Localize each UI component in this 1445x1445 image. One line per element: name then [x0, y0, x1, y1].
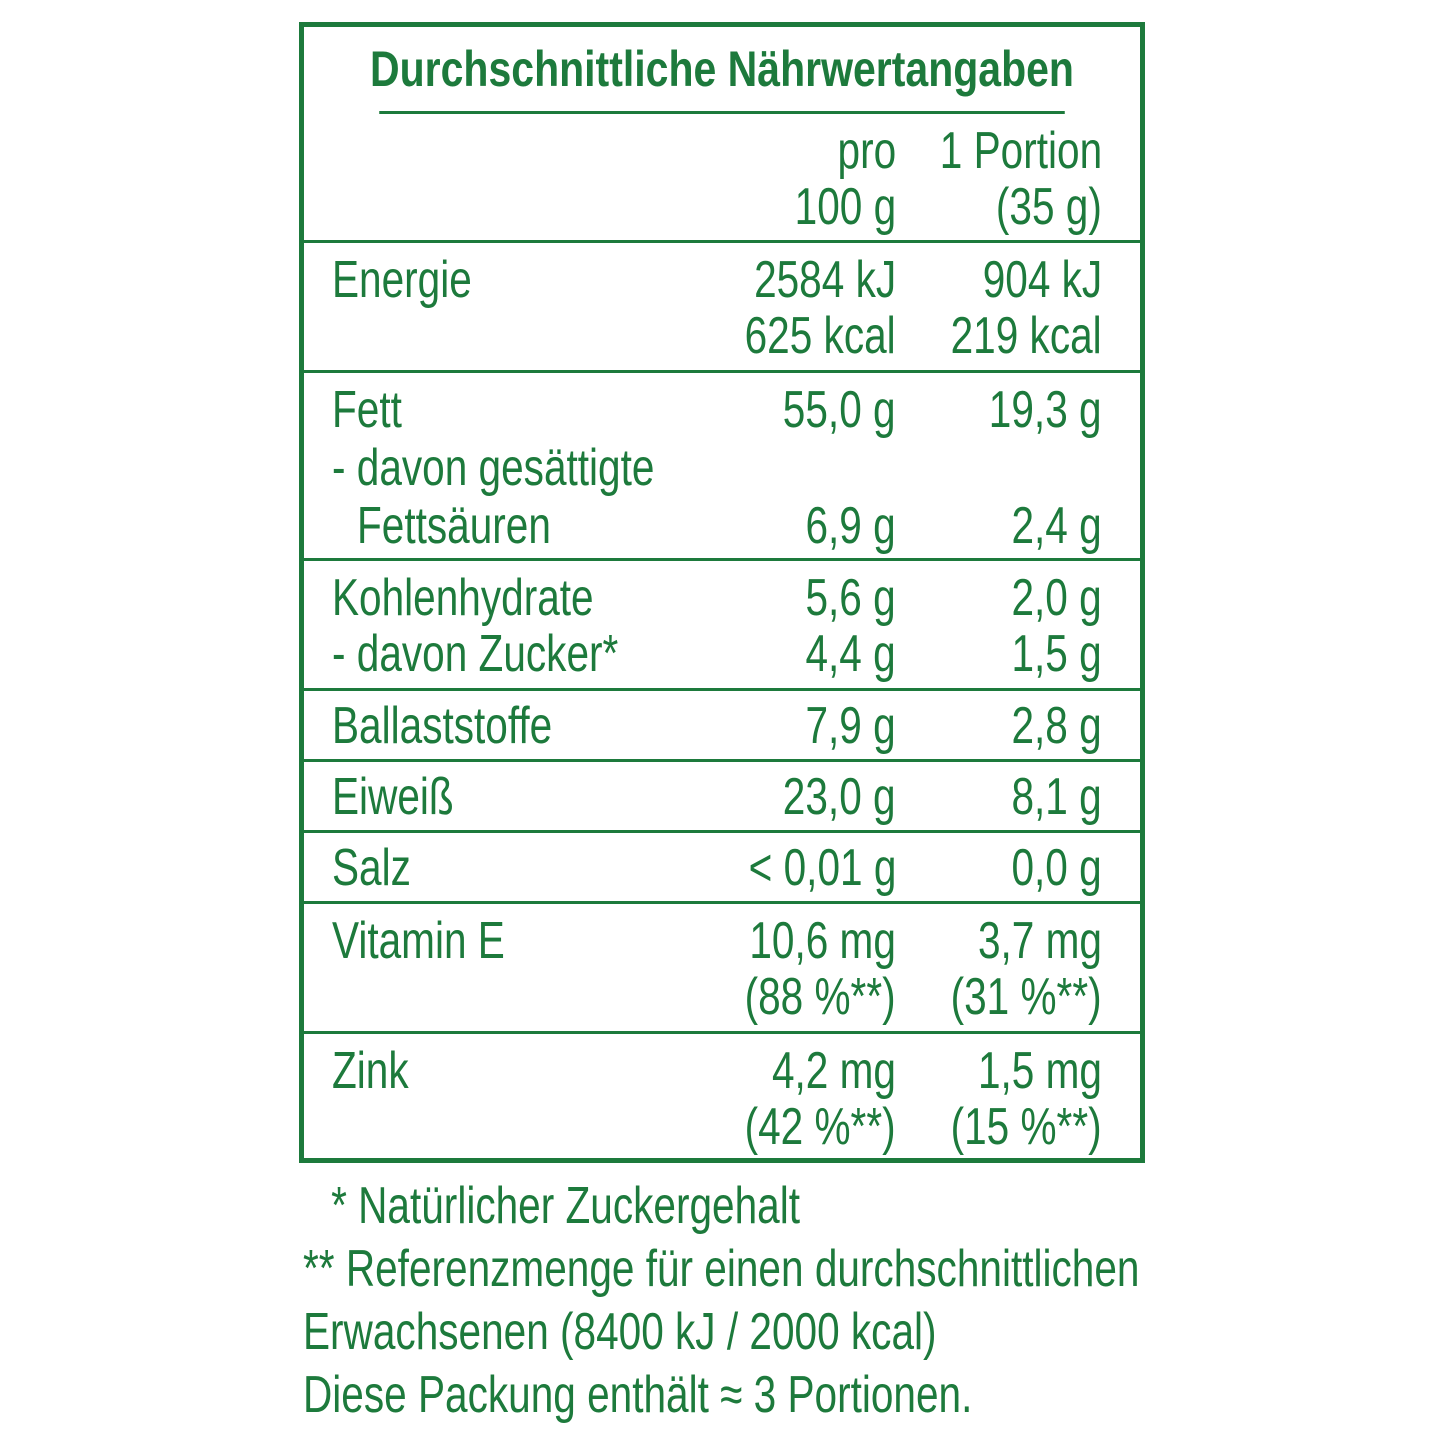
footnote-doublestar-line1: ** Referenzmenge für einen durchschnittlichen — [303, 1240, 1140, 1298]
percent-zink-100g: (42 %**) — [744, 1098, 896, 1156]
header-row — [304, 114, 1140, 243]
value-fett-portion: 19,3 g — [989, 381, 1102, 439]
row-energie — [304, 243, 1140, 373]
col1-header-line2: 100 g — [794, 178, 896, 236]
value-eiweiss-portion: 8,1 g — [1011, 768, 1102, 826]
label-salz: Salz — [332, 839, 411, 897]
label-gesaettigte: - davon gesättigte — [332, 439, 655, 497]
value-energie-kj-100g: 2584 kJ — [753, 251, 896, 309]
value-kohlenhydrate-100g: 5,6 g — [805, 569, 896, 627]
value-kohlenhydrate-portion: 2,0 g — [1011, 569, 1102, 627]
value-energie-kcal-portion: 219 kcal — [950, 307, 1102, 365]
value-energie-kcal-100g: 625 kcal — [744, 307, 896, 365]
value-salz-100g: < 0,01 g — [748, 839, 896, 897]
value-fett-100g: 55,0 g — [783, 381, 896, 439]
percent-vitamin-e-portion: (31 %**) — [950, 968, 1102, 1026]
percent-zink-portion: (15 %**) — [950, 1098, 1102, 1156]
value-fettsaeuren-100g: 6,9 g — [805, 497, 896, 555]
label-ballaststoffe: Ballaststoffe — [332, 697, 553, 755]
nutrition-table — [299, 22, 1145, 1163]
value-vitamin-e-100g: 10,6 mg — [749, 912, 896, 970]
value-vitamin-e-portion: 3,7 mg — [977, 912, 1102, 970]
value-zucker-portion: 1,5 g — [1011, 625, 1102, 683]
footnote-package: Diese Packung enthält ≈ 3 Portionen. — [303, 1366, 973, 1424]
value-energie-kj-portion: 904 kJ — [982, 251, 1102, 309]
value-ballaststoffe-100g: 7,9 g — [805, 697, 896, 755]
value-zink-100g: 4,2 mg — [771, 1042, 896, 1100]
row-zink — [304, 1034, 1140, 1159]
col2-header-line2: (35 g) — [996, 178, 1102, 236]
value-salz-portion: 0,0 g — [1011, 839, 1102, 897]
label-energie: Energie — [332, 251, 472, 309]
table-title: Durchschnittliche Nährwertangaben — [379, 27, 1065, 114]
footnotes — [303, 1175, 1403, 1427]
row-kohlenhydrate — [304, 561, 1140, 691]
percent-vitamin-e-100g: (88 %**) — [744, 968, 896, 1026]
col1-header-line1: pro — [837, 122, 896, 180]
label-zink: Zink — [332, 1042, 409, 1100]
value-zink-portion: 1,5 mg — [977, 1042, 1102, 1100]
value-eiweiss-100g: 23,0 g — [783, 768, 896, 826]
label-fettsaeuren: Fettsäuren — [357, 497, 551, 555]
row-vitamin-e — [304, 904, 1140, 1034]
row-salz — [304, 833, 1140, 904]
label-vitamin-e: Vitamin E — [332, 912, 505, 970]
label-zucker: - davon Zucker* — [332, 625, 619, 683]
value-ballaststoffe-portion: 2,8 g — [1011, 697, 1102, 755]
row-fett — [304, 373, 1140, 561]
row-ballaststoffe — [304, 691, 1140, 762]
label-fett: Fett — [332, 381, 402, 439]
footnote-doublestar-line2: Erwachsenen (8400 kJ / 2000 kcal) — [303, 1303, 937, 1361]
footnote-star: * Natürlicher Zuckergehalt — [331, 1177, 800, 1235]
col2-header-line1: 1 Portion — [939, 122, 1102, 180]
label-eiweiss: Eiweiß — [332, 768, 454, 826]
value-zucker-100g: 4,4 g — [805, 625, 896, 683]
row-eiweiss — [304, 762, 1140, 833]
value-fettsaeuren-portion: 2,4 g — [1011, 497, 1102, 555]
label-kohlenhydrate: Kohlenhydrate — [332, 569, 594, 627]
